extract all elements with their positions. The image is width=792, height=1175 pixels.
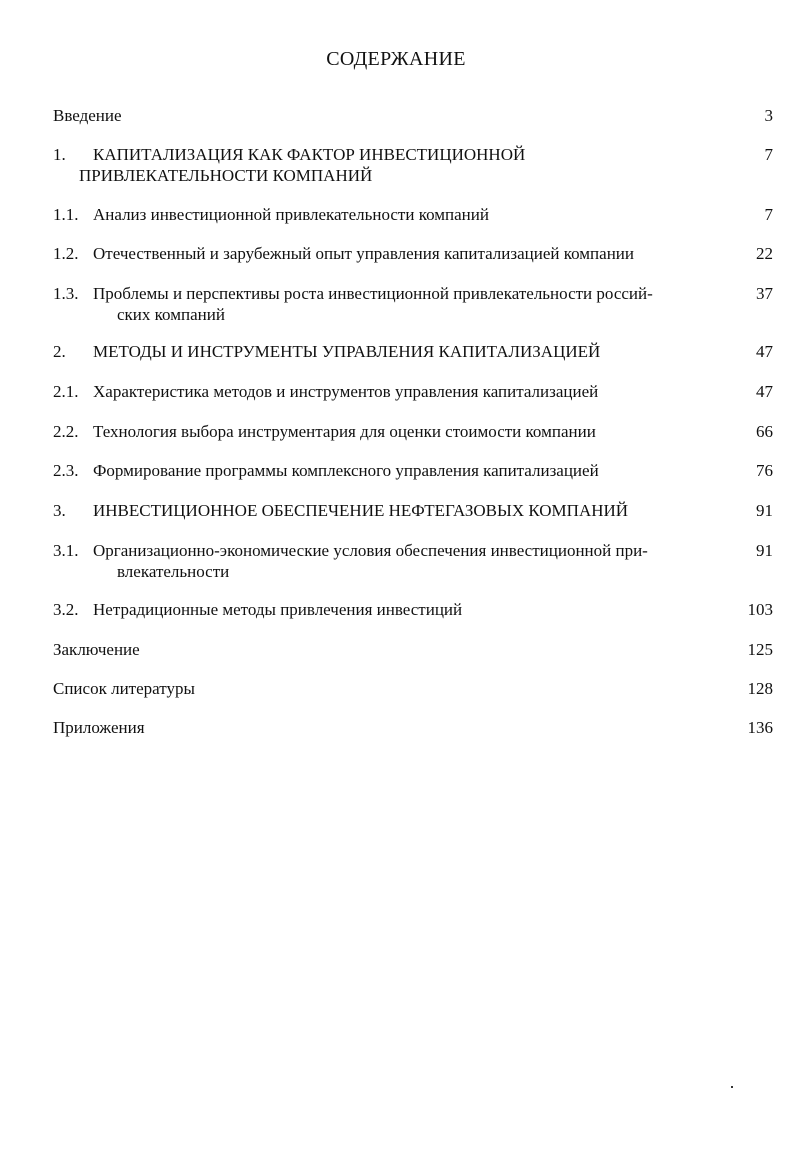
toc-entry-text: МЕТОДЫ И ИНСТРУМЕНТЫ УПРАВЛЕНИЯ КАПИТАЛИЗАЦИЕЙ <box>93 342 601 361</box>
toc-entry-text: Формирование программы комплексного управления капитализацией <box>93 461 599 480</box>
toc-entry-text: Характеристика методов и инструментов управления капитализацией <box>93 382 599 401</box>
toc-entry-text <box>93 540 753 582</box>
toc-entry-number: 2.1. <box>53 382 79 401</box>
toc-entry-page: 22 <box>756 244 773 263</box>
toc-entry-text: Отечественный и зарубежный опыт управления капитализацией компании <box>93 244 634 263</box>
toc-entry-page: 47 <box>756 342 773 361</box>
toc-entry-text: ИНВЕСТИЦИОННОЕ ОБЕСПЕЧЕНИЕ НЕФТЕГАЗОВЫХ КОМПАНИЙ <box>93 501 629 520</box>
toc-entry-page: 47 <box>756 382 773 401</box>
toc-entry-page: 128 <box>747 679 773 698</box>
toc-entry-text: Список литературы <box>53 679 195 698</box>
toc-entry-text-line1: КАПИТАЛИЗАЦИЯ КАК ФАКТОР ИНВЕСТИЦИОННОЙ <box>93 145 526 164</box>
toc-entry-text-line1: Проблемы и перспективы роста инвестиционной привлекательности россий- <box>93 284 653 303</box>
scan-speck <box>731 1086 733 1088</box>
toc-entry-text-line2: ских компаний <box>117 305 225 324</box>
toc-entry-text-line1: Организационно-экономические условия обеспечения инвестиционной при- <box>93 541 648 560</box>
toc-entry-number: 3.1. <box>53 541 79 560</box>
toc-title: СОДЕРЖАНИЕ <box>326 48 466 70</box>
toc-entry-number: 1. <box>53 145 66 164</box>
toc-entry-number: 1.1. <box>53 205 79 224</box>
toc-entry-page: 3 <box>764 106 773 125</box>
toc-entry-number: 2.3. <box>53 461 79 480</box>
toc-entry-page: 125 <box>747 640 773 659</box>
toc-entry-page: 103 <box>747 600 773 619</box>
toc-entry-text: Технология выбора инструментария для оценки стоимости компании <box>93 422 596 441</box>
toc-entry-page: 91 <box>756 541 773 560</box>
toc-entry-number: 3. <box>53 501 66 520</box>
toc-entry-number: 1.2. <box>53 244 79 263</box>
toc-entry-page: 37 <box>756 284 773 303</box>
toc-entry-text-line2: влекательности <box>117 562 230 581</box>
toc-entry-text: Заключение <box>53 640 140 659</box>
toc-entry-text: Приложения <box>53 718 145 737</box>
toc-entry-page: 66 <box>756 422 773 441</box>
toc-entry-text: Нетрадиционные методы привлечения инвестиций <box>93 600 463 619</box>
toc-entry-text: Анализ инвестиционной привлекательности компаний <box>93 205 489 224</box>
toc-entry-page: 7 <box>764 145 773 164</box>
toc-entry-page: 136 <box>747 718 773 737</box>
toc-entry-number: 1.3. <box>53 284 79 303</box>
toc-entry-page: 91 <box>756 501 773 520</box>
toc-entry-page: 7 <box>764 205 773 224</box>
toc-entry-text <box>53 144 693 186</box>
toc-entry-text-line2: ПРИВЛЕКАТЕЛЬНОСТИ КОМПАНИЙ <box>79 166 373 185</box>
toc-entry-text <box>93 283 753 325</box>
toc-entry-text: Введение <box>53 106 122 125</box>
toc-entry-number: 2.2. <box>53 422 79 441</box>
toc-entry-number: 3.2. <box>53 600 79 619</box>
toc-entry-page: 76 <box>756 461 773 480</box>
toc-entry-number: 2. <box>53 342 66 361</box>
